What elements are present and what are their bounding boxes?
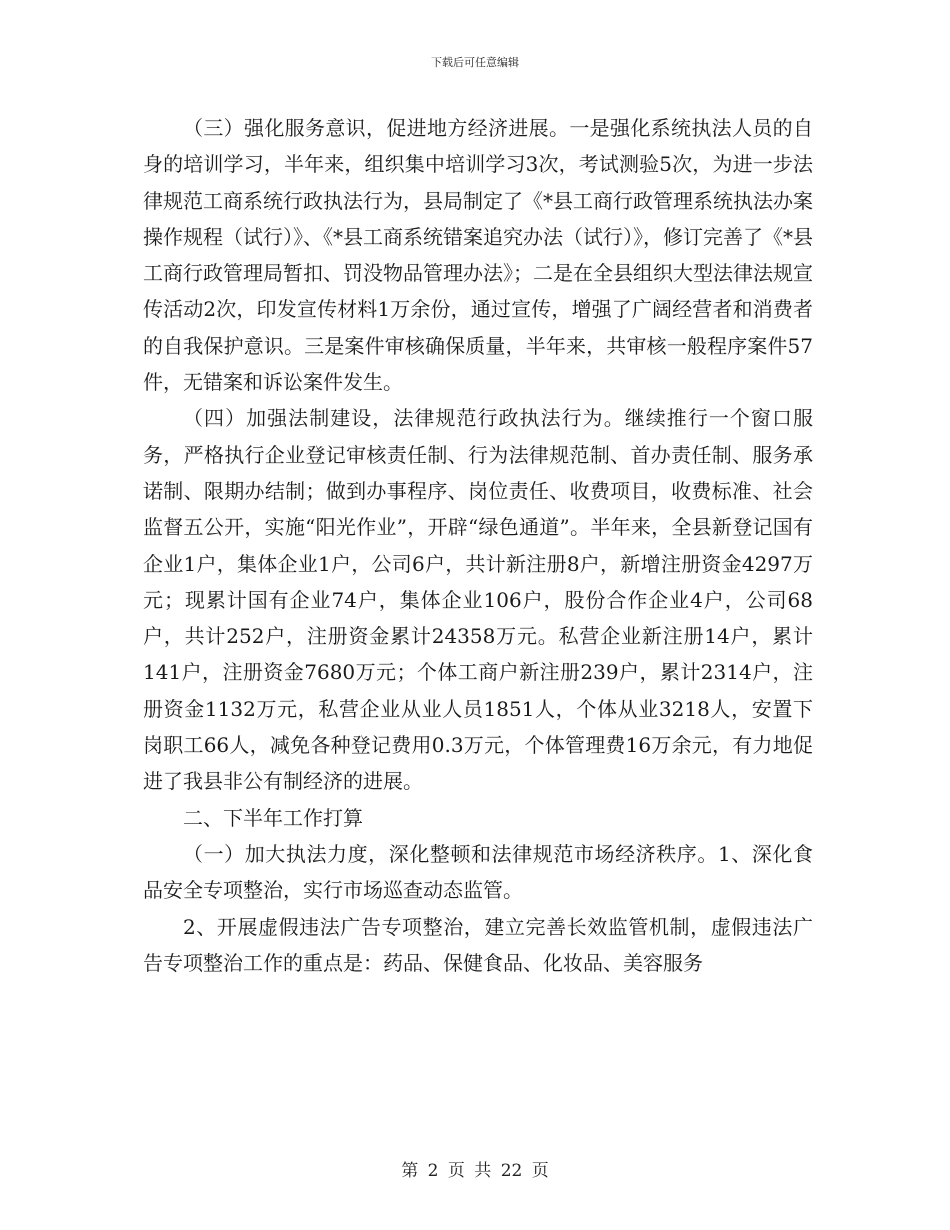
paragraph-enforcement: （一）加大执法力度，深化整顿和法律规范市场经济秩序。1、深化食品安全专项整治，实行市场巡查动态监管。 bbox=[143, 841, 813, 903]
paragraph-advertising: 2、开展虚假违法广告专项整治，建立完善长效监管机制，虚假违法广告专项整治工作的重点是：药品、保健食品、化妆品、美容服务 bbox=[143, 914, 813, 975]
section-heading-second-half-plan: 二、下半年工作打算 bbox=[183, 805, 363, 830]
page-header: 下载后可任意编辑 bbox=[431, 56, 519, 69]
paragraph-legal-construction: （四）加强法制建设，法律规范行政执法行为。继续推行一个窗口服务，严格执行企业登记审核责任制、行为法律规范制、首办责任制、服务承诺制、限期办结制；做到办事程序、岗位责任、收费项目，收费标准、社会监督五公开，实施“阳光作业”，开辟“绿色通道”。半年来，全县新登记国有企业1户，集体企业1户，公司6户，共计新注册8户，新增注册资金4297万元；现累计国有企业74户，集体企业106户，股份合作企业4户，公司68户，共计252户，注册资金累计24358万元。私营企业新注册14户，累计141户，注册资金7680万元；个体工商户新注册239户，累计2314户，注册资金1132万元，私营企业从业人员1851人，个体从业3218人，安置下岗职工66人，减免各种登记费用0.3万元，个体管理费16万余元，有力地促进了我县非公有制经济的进展。 bbox=[143, 406, 813, 794]
document-body bbox=[143, 110, 813, 981]
page-footer: 第 2 页 共 22 页 bbox=[401, 1161, 549, 1181]
paragraph-service-awareness: （三）强化服务意识，促进地方经济进展。一是强化系统执法人员的自身的培训学习，半年来，组织集中培训学习3次，考试测验5次，为进一步法律规范工商系统行政执法行为，县局制定了《*县工商行政管理系统执法办案操作规程（试行）》、《*县工商系统错案追究办法（试行）》，修订完善了《*县工商行政管理局暂扣、罚没物品管理办法》；二是在全县组织大型法律法规宣传活动2次，印发宣传材料1万余份，通过宣传，增强了广阔经营者和消费者的自我保护意识。三是案件审核确保质量，半年来，共审核一般程序案件57件，无错案和诉讼案件发生。 bbox=[143, 116, 813, 395]
